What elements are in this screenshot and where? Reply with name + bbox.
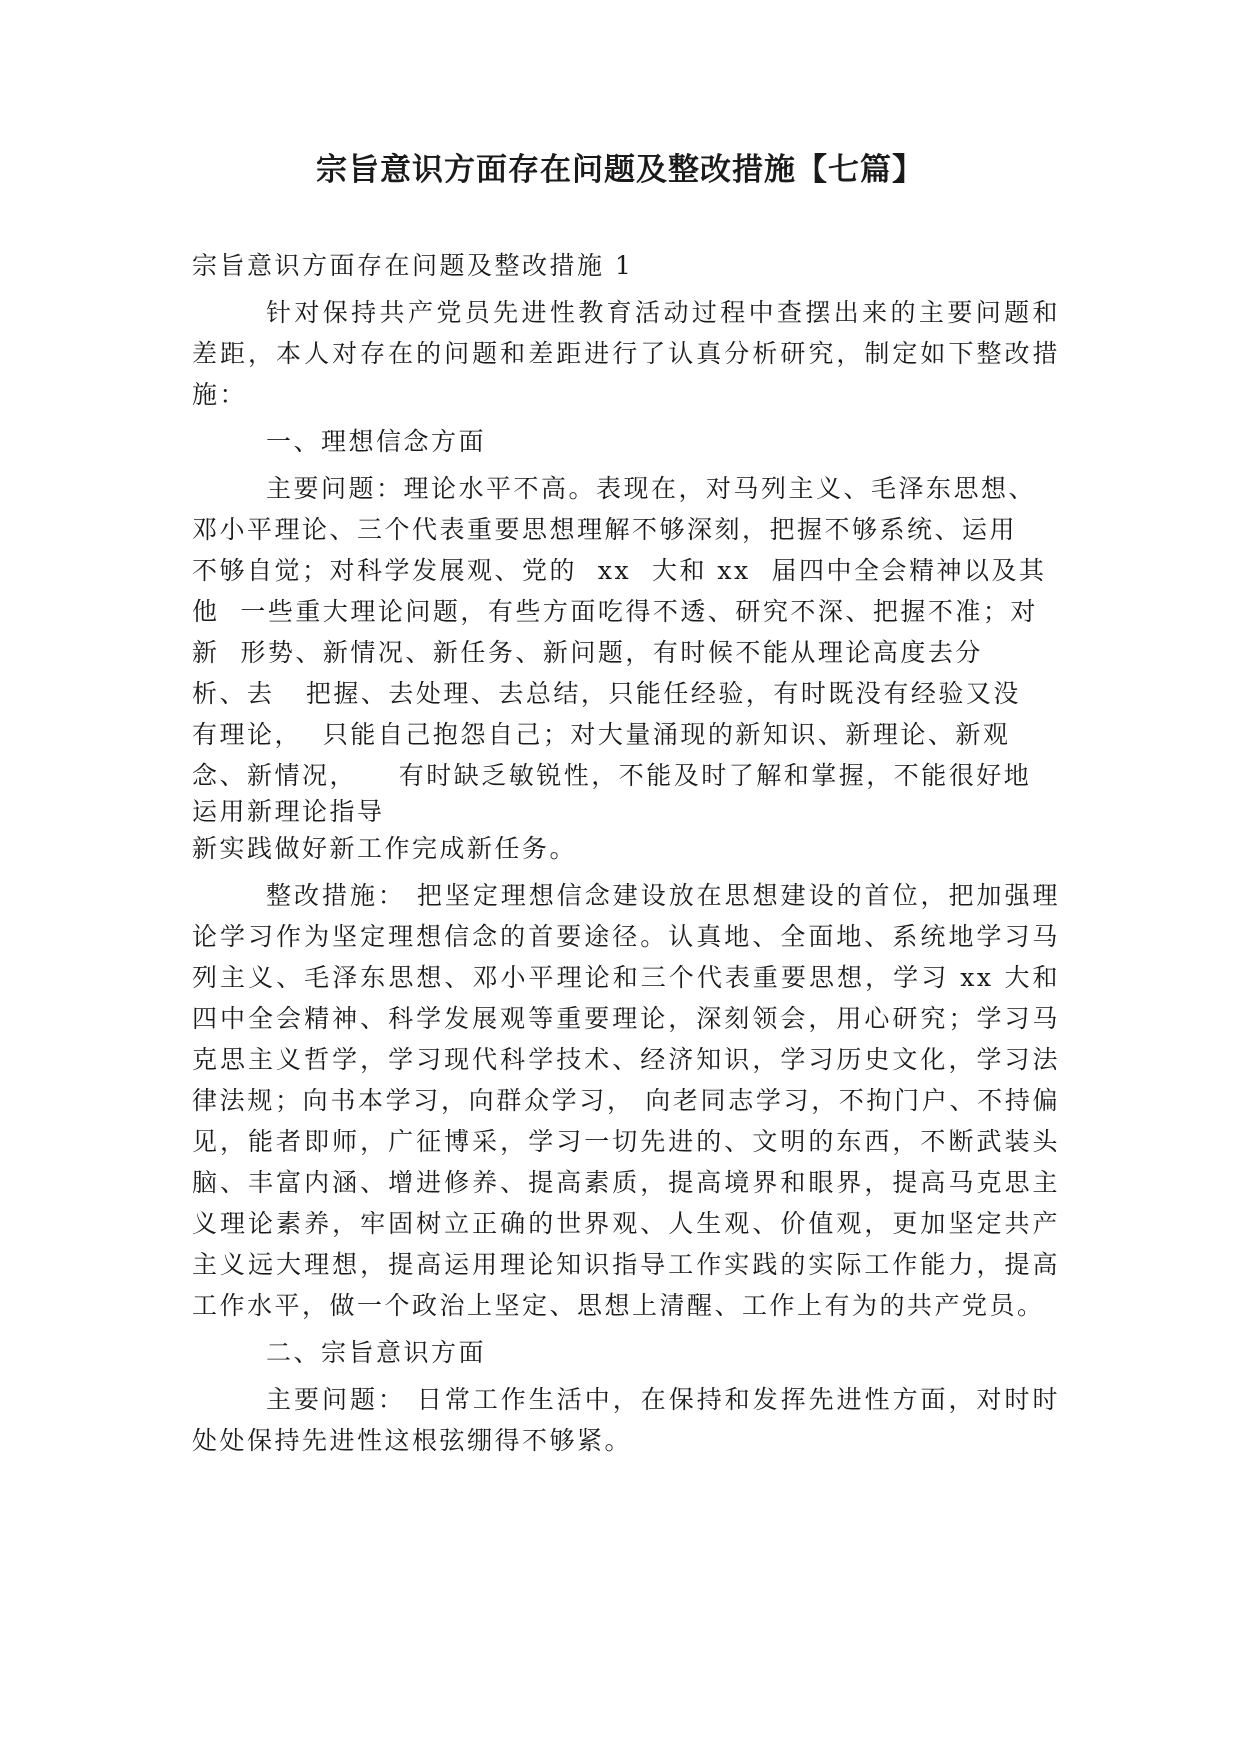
intro-paragraph: 针对保持共产党员先进性教育活动过程中查摆出来的主要问题和差距，本人对存在的问题和差距进行了认真分析研究，制定如下整改措施： (192, 298, 1060, 409)
document-title: 宗旨意识方面存在问题及整改措施【七篇】 (316, 152, 924, 188)
problem-1-line: 运用新理论指导 (192, 797, 385, 826)
section-title: 宗旨意识方面存在问题及整改措施 1 (192, 251, 634, 280)
problem-1-line: 新实践做好新工作完成新任务。 (192, 834, 578, 863)
problem-paragraph-1 (192, 468, 1060, 869)
problem-1-line: 主要问题：理论水平不高。表现在，对马列主义、毛泽东思想、 (266, 474, 1037, 503)
problem-1-line: 邓小平理论、三个代表重要思想理解不够深刻，把握不够系统、运用 (192, 515, 1018, 544)
heading-ideals-beliefs: 一、理想信念方面 (266, 427, 487, 456)
problem-1-line: 他 一些重大理论问题，有些方面吃得不透、研究不深、把握不准；对 (192, 597, 1038, 626)
problem-1-line: 新 形势、新情况、新任务、新问题，有时候不能从理论高度去分 (192, 638, 983, 667)
problem-1-line: 不够自觉；对科学发展观、党的 xx 大和 xx 届四中全会精神以及其 (192, 556, 1047, 585)
heading-purpose-awareness: 二、宗旨意识方面 (266, 1338, 487, 1367)
document-body (192, 245, 1060, 1461)
problem-1-line: 有理论， 只能自己抱怨自己；对大量涌现的新知识、新理论、新观 (192, 720, 1011, 749)
problem-1-line: 念、新情况， 有时缺乏敏锐性，不能及时了解和掌握，不能很好地 (192, 761, 1032, 790)
problem-1-line: 析、去 把握、去处理、去总结，只能任经验，有时既没有经验又没 (192, 679, 1021, 708)
measure-paragraph-1: 整改措施： 把坚定理想信念建设放在思想建设的首位，把加强理论学习作为坚定理想信念的首要途径。认真地、全面地、系统地学习马列主义、毛泽东思想、邓小平理论和三个代表重要思想，学习 xx 大和四中全会精神、科学发展观等重要理论，深刻领会，用心研究；学习马克思主义哲学，学习现代科学技术、经济知识，学习历史文化，学习法律法规；向书本学习，向群众学习， 向老同志学习，不拘门户、不持偏见，能者即师，广征博采，学习一切先进的、文明的东西，不断武装头脑、丰富内涵、增进修养、提高素质，提高境界和眼界，提高马克思主义理论素养，牢固树立正确的世界观、人生观、价值观，更加坚定共产主义远大理想，提高运用理论知识指导工作实践的实际工作能力，提高工作水平，做一个政治上坚定、思想上清醒、工作上有为的共产党员。 (192, 881, 1060, 1320)
problem-paragraph-2: 主要问题： 日常工作生活中，在保持和发挥先进性方面，对时时处处保持先进性这根弦绷得不够紧。 (192, 1385, 1060, 1455)
